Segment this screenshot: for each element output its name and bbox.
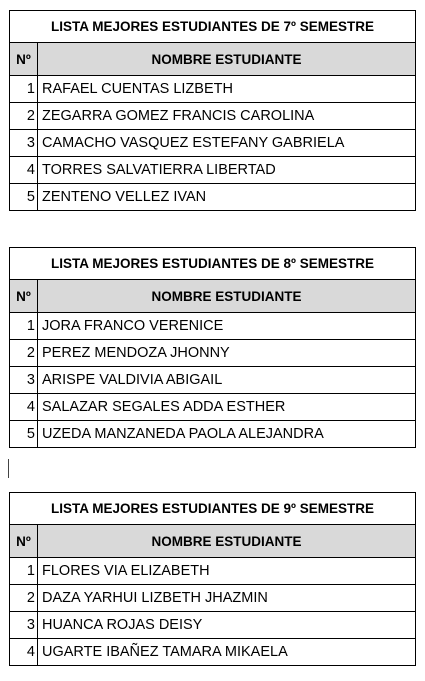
column-header-number: Nº xyxy=(10,280,38,313)
student-name: PEREZ MENDOZA JHONNY xyxy=(38,340,416,367)
row-number: 1 xyxy=(10,558,38,585)
table-row xyxy=(10,340,416,367)
table-row xyxy=(10,76,416,103)
student-name: ARISPE VALDIVIA ABIGAIL xyxy=(38,367,416,394)
table-title: LISTA MEJORES ESTUDIANTES DE 7º SEMESTRE xyxy=(10,11,416,43)
student-name: JORA FRANCO VERENICE xyxy=(38,313,416,340)
row-number: 2 xyxy=(10,340,38,367)
table-row xyxy=(10,421,416,448)
table-row xyxy=(10,103,416,130)
students-table-9-semester xyxy=(9,492,416,666)
student-name: UZEDA MANZANEDA PAOLA ALEJANDRA xyxy=(38,421,416,448)
student-name: CAMACHO VASQUEZ ESTEFANY GABRIELA xyxy=(38,130,416,157)
student-name: FLORES VIA ELIZABETH xyxy=(38,558,416,585)
student-name: ZEGARRA GOMEZ FRANCIS CAROLINA xyxy=(38,103,416,130)
table-title: LISTA MEJORES ESTUDIANTES DE 8º SEMESTRE xyxy=(10,248,416,280)
text-cursor xyxy=(8,459,9,478)
student-name: DAZA YARHUI LIZBETH JHAZMIN xyxy=(38,585,416,612)
row-number: 2 xyxy=(10,585,38,612)
student-name: TORRES SALVATIERRA LIBERTAD xyxy=(38,157,416,184)
column-header-name: NOMBRE ESTUDIANTE xyxy=(38,525,416,558)
column-header-name: NOMBRE ESTUDIANTE xyxy=(38,280,416,313)
row-number: 3 xyxy=(10,612,38,639)
student-name: RAFAEL CUENTAS LIZBETH xyxy=(38,76,416,103)
table-row xyxy=(10,639,416,666)
table-row xyxy=(10,313,416,340)
row-number: 4 xyxy=(10,394,38,421)
table-row xyxy=(10,394,416,421)
students-table-8-semester xyxy=(9,247,416,448)
table-row xyxy=(10,157,416,184)
row-number: 1 xyxy=(10,76,38,103)
student-name: UGARTE IBAÑEZ TAMARA MIKAELA xyxy=(38,639,416,666)
row-number: 1 xyxy=(10,313,38,340)
table-title: LISTA MEJORES ESTUDIANTES DE 9º SEMESTRE xyxy=(10,493,416,525)
column-header-number: Nº xyxy=(10,525,38,558)
table-row xyxy=(10,130,416,157)
table-row xyxy=(10,585,416,612)
row-number: 4 xyxy=(10,157,38,184)
column-header-name: NOMBRE ESTUDIANTE xyxy=(38,43,416,76)
row-number: 5 xyxy=(10,421,38,448)
row-number: 3 xyxy=(10,130,38,157)
table-row xyxy=(10,612,416,639)
student-name: ZENTENO VELLEZ IVAN xyxy=(38,184,416,211)
table-row xyxy=(10,558,416,585)
table-row xyxy=(10,184,416,211)
row-number: 4 xyxy=(10,639,38,666)
student-name: SALAZAR SEGALES ADDA ESTHER xyxy=(38,394,416,421)
row-number: 3 xyxy=(10,367,38,394)
student-name: HUANCA ROJAS DEISY xyxy=(38,612,416,639)
column-header-number: Nº xyxy=(10,43,38,76)
table-row xyxy=(10,367,416,394)
row-number: 5 xyxy=(10,184,38,211)
row-number: 2 xyxy=(10,103,38,130)
students-table-7-semester xyxy=(9,10,416,211)
